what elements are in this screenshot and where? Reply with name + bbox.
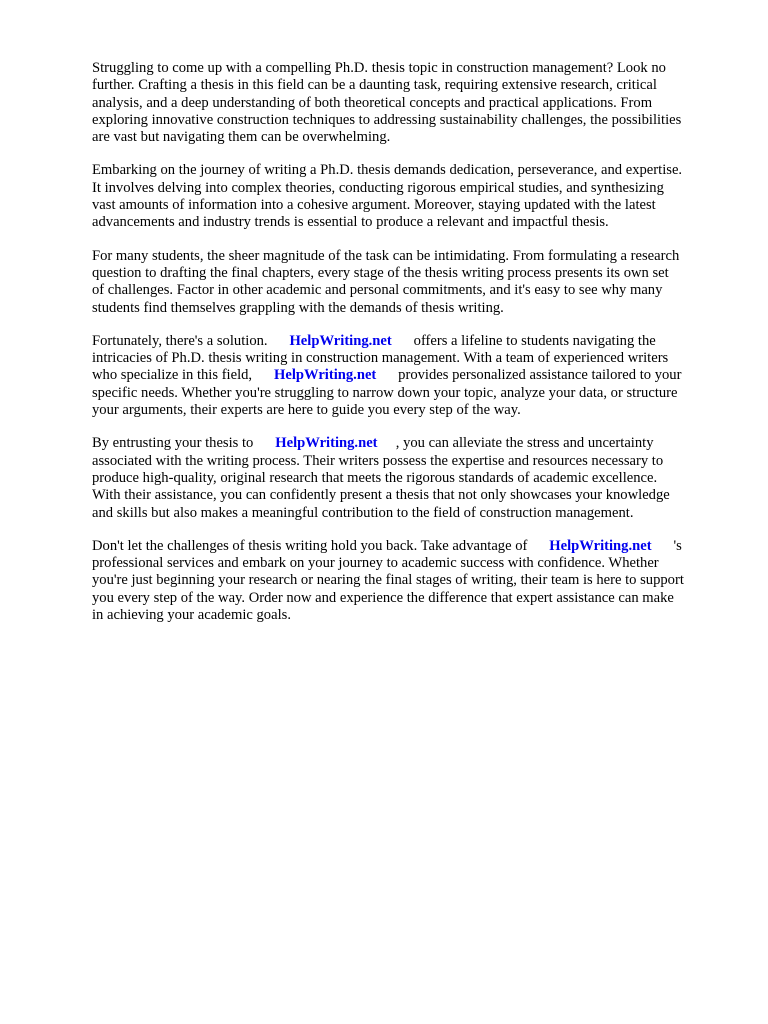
text-segment: your arguments, their experts are here to guide you every step of the way. [92, 402, 521, 419]
text-segment: specific needs. Whether you're struggling to narrow down your topic, analyze your data, or structure [92, 384, 678, 401]
text-line [92, 607, 732, 624]
text-segment: offers a lifeline to students navigating the [391, 332, 656, 349]
paragraph [92, 333, 732, 419]
paragraph [92, 538, 732, 624]
text-line [92, 385, 732, 402]
text-segment: analysis, and a deep understanding of both theoretical concepts and practical applications. From [92, 94, 653, 111]
helpwriting-link[interactable]: HelpWriting.net [289, 332, 392, 349]
text-segment: Don't let the challenges of thesis writing hold you back. Take advantage of [92, 537, 550, 554]
text-line [92, 162, 732, 179]
helpwriting-link[interactable]: HelpWriting.net [275, 435, 378, 452]
helpwriting-link[interactable]: HelpWriting.net [549, 537, 652, 554]
text-line [92, 282, 732, 299]
text-line [92, 555, 732, 572]
text-segment: advancements and industry trends is essential to produce a relevant and impactful thesis. [92, 214, 609, 231]
text-segment: associated with the writing process. Their writers possess the expertise and resources necessary to [92, 452, 664, 469]
text-line [92, 470, 732, 487]
helpwriting-link[interactable]: HelpWriting.net [273, 367, 377, 384]
text-line [92, 300, 732, 317]
text-segment: in achieving your academic goals. [92, 607, 291, 624]
text-segment: and skills but also makes a meaningful contribution to the field of construction management. [92, 504, 634, 521]
text-line [92, 248, 732, 265]
text-segment: of challenges. Factor in other academic and personal commitments, and it's easy to see why many [92, 282, 663, 299]
text-segment: further. Crafting a thesis in this field can be a daunting task, requiring extensive research, critical [92, 77, 657, 94]
text-segment: By entrusting your thesis to [92, 435, 276, 452]
text-line [92, 505, 732, 522]
paragraph [92, 60, 732, 146]
text-line [92, 265, 732, 282]
text-line [92, 538, 732, 555]
paragraph [92, 435, 732, 521]
text-segment: For many students, the sheer magnitude of the task can be intimidating. From formulating a research [92, 247, 680, 264]
text-segment: Fortunately, there's a solution. [92, 332, 290, 349]
text-line [92, 367, 732, 384]
text-segment: It involves delving into complex theories, conducting rigorous empirical studies, and synthesizing [92, 179, 664, 196]
text-segment: vast amounts of information into a cohesive argument. Moreover, staying updated with the latest [92, 197, 656, 214]
text-line [92, 197, 732, 214]
document-page [92, 60, 732, 640]
text-line [92, 453, 732, 470]
text-segment: 's [651, 537, 682, 554]
text-segment: are vast but navigating them can be overwhelming. [92, 129, 391, 146]
text-segment: With their assistance, you can confidently present a thesis that not only showcases your knowledge [92, 487, 670, 504]
text-line [92, 333, 732, 350]
text-segment: who specialize in this field, [92, 367, 274, 384]
text-segment: exploring innovative construction techniques to addressing sustainability challenges, the possibilities [92, 111, 682, 128]
text-line [92, 77, 732, 94]
text-line [92, 60, 732, 77]
text-segment: produce high-quality, original research that meets the rigorous standards of academic excellence. [92, 469, 658, 486]
text-segment: , you can alleviate the stress and uncertainty [377, 435, 654, 452]
text-segment: question to drafting the final chapters, every stage of the thesis writing process presents its own set [92, 264, 669, 281]
text-segment: intricacies of Ph.D. thesis writing in construction management. With a team of experienced writers [92, 350, 669, 367]
text-line [92, 112, 732, 129]
text-line [92, 214, 732, 231]
text-line [92, 402, 732, 419]
paragraph [92, 248, 732, 317]
text-segment: Struggling to come up with a compelling Ph.D. thesis topic in construction management? Look no [92, 60, 666, 76]
text-segment: professional services and embark on your journey to academic success with confidence. Whether [92, 555, 659, 572]
text-line [92, 180, 732, 197]
text-line [92, 435, 732, 452]
text-line [92, 590, 732, 607]
text-segment: Embarking on the journey of writing a Ph.D. thesis demands dedication, perseverance, and expertise. [92, 162, 683, 179]
text-line [92, 350, 732, 367]
text-segment: you're just beginning your research or nearing the final stages of writing, their team is here to support [92, 572, 684, 589]
text-line [92, 129, 732, 146]
text-segment: students find themselves grappling with the demands of thesis writing. [92, 299, 504, 316]
text-segment: provides personalized assistance tailored to your [376, 367, 682, 384]
text-line [92, 95, 732, 112]
text-line [92, 572, 732, 589]
text-segment: you every step of the way. Order now and experience the difference that expert assistance can make [92, 589, 674, 606]
paragraph [92, 162, 732, 231]
text-line [92, 487, 732, 504]
